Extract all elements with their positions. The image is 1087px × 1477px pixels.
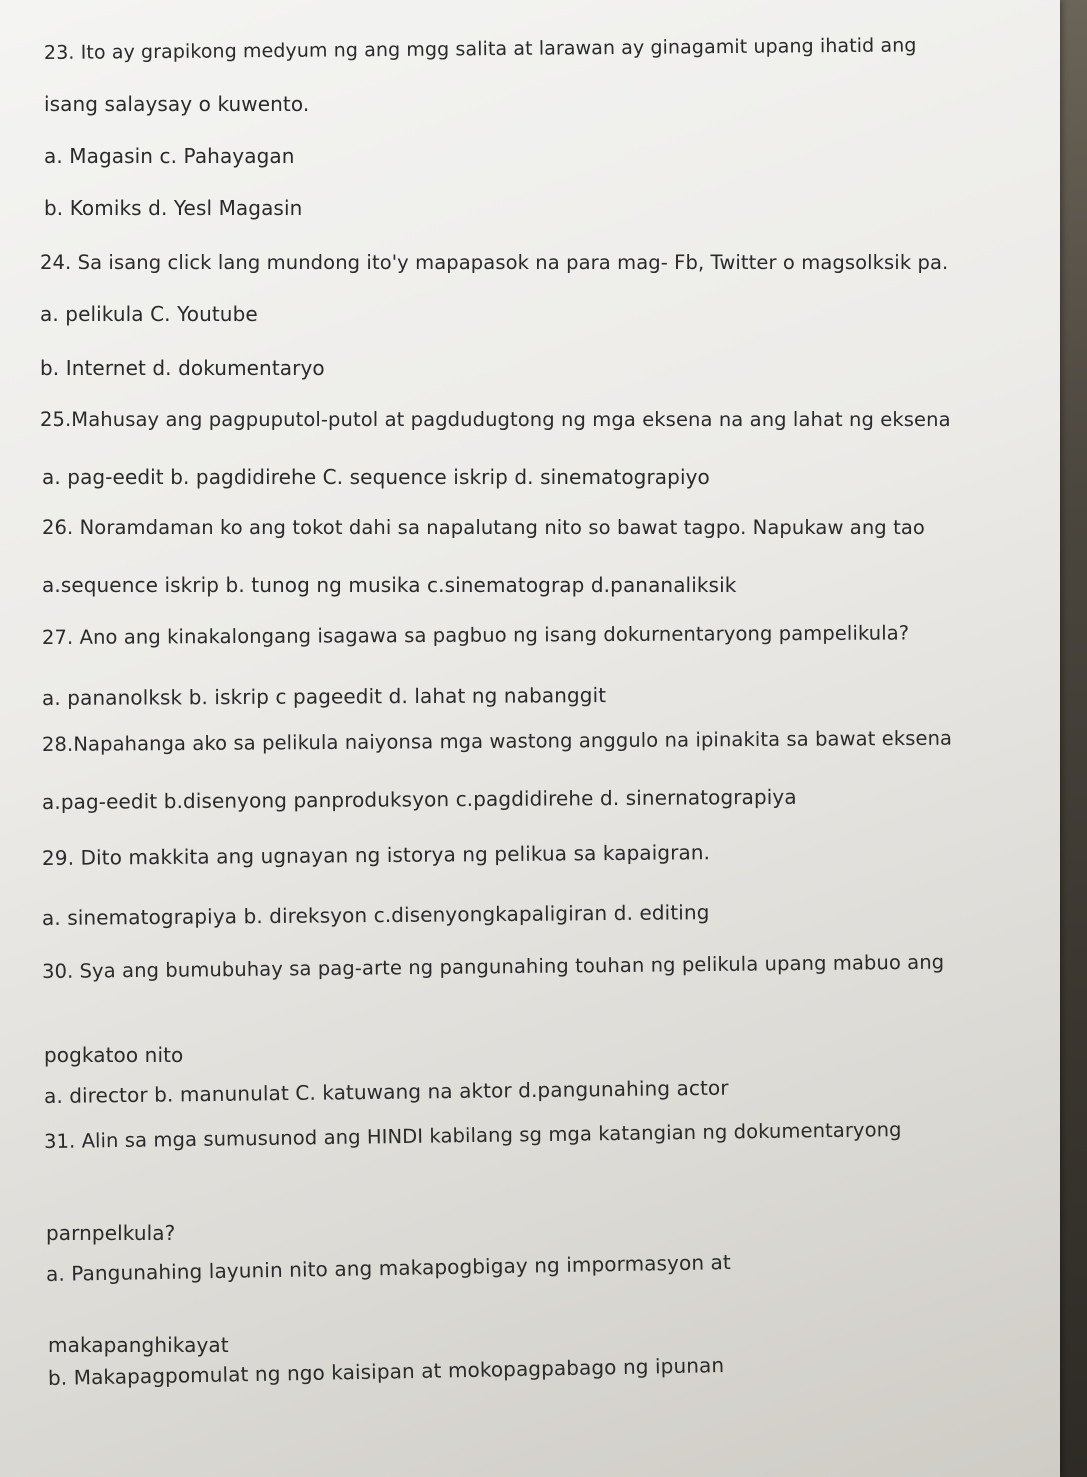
question-30-options: a. director b. manunulat C. katuwang na aktor d.pangunahing actor	[43, 1075, 729, 1108]
question-23-options-bd: b. Komiks d. Yesl Magasin	[44, 196, 303, 220]
question-27-options: a. pananolksk b. iskrip c pageedit d. lahat ng nabanggit	[41, 683, 607, 710]
question-31-option-a-line-2: makapanghikayat	[48, 1333, 229, 1357]
question-30-line-2: pogkatoo nito	[44, 1043, 184, 1067]
question-27: 27. Ano ang kinakalongang isagawa sa pagbuo ng isang dokurnentaryong pampelikula?	[41, 621, 910, 649]
question-28-options: a.pag-eedit b.disenyong panproduksyon c.pagdidirehe d. sinernatograpiya	[41, 784, 797, 814]
question-25: 25.Mahusay ang pagpuputol-putol at pagdudugtong ng mga eksena na ang lahat ng eksena	[40, 408, 951, 431]
question-31-line-2: parnpelkula?	[46, 1221, 176, 1245]
question-30-line-1: 30. Sya ang bumubuhay sa pag-arte ng pangunahing touhan ng pelikula upang mabuo ang	[41, 950, 945, 983]
question-29-options: a. sinematograpiya b. direksyon c.disenyongkapaligiran d. editing	[41, 900, 710, 930]
question-31-line-1: 31. Alin sa mga sumusunod ang HINDI kabilang sg mga katangian ng dokumentaryong	[43, 1118, 902, 1153]
question-28: 28.Napahanga ako sa pelikula naiyonsa mga wastong anggulo na ipinakita sa bawat eksena	[41, 726, 953, 756]
question-23-options-ac: a. Magasin c. Pahayagan	[44, 144, 295, 168]
question-31-option-b: b. Makapagpomulat ng ngo kaisipan at mokopagpabago ng ipunan	[47, 1353, 725, 1390]
question-24-options-ac: a. pelikula C. Youtube	[40, 302, 258, 326]
question-29: 29. Dito makkita ang ugnayan ng istorya ng pelikua sa kapaigran.	[41, 840, 711, 870]
question-24: 24. Sa isang click lang mundong ito'y mapapasok na para mag- Fb, Twitter o magsolksik pa.	[40, 251, 949, 274]
question-23-line-1: 23. Ito ay grapikong medyum ng ang mgg salita at larawan ay ginagamit upang ihatid ang	[43, 34, 917, 64]
question-26-options: a.sequence iskrip b. tunog ng musika c.sinematograp d.pananaliksik	[42, 573, 737, 597]
question-23-line-2: isang salaysay o kuwento.	[44, 92, 310, 116]
question-26: 26. Noramdaman ko ang tokot dahi sa napalutang nito so bawat tagpo. Napukaw ang tao	[42, 516, 925, 539]
question-24-options-bd: b. Internet d. dokumentaryo	[40, 356, 325, 380]
question-25-options: a. pag-eedit b. pagdidirehe C. sequence iskrip d. sinematograpiyo	[42, 465, 710, 489]
question-31-option-a-line-1: a. Pangunahing layunin nito ang makapogbigay ng impormasyon at	[45, 1250, 732, 1286]
